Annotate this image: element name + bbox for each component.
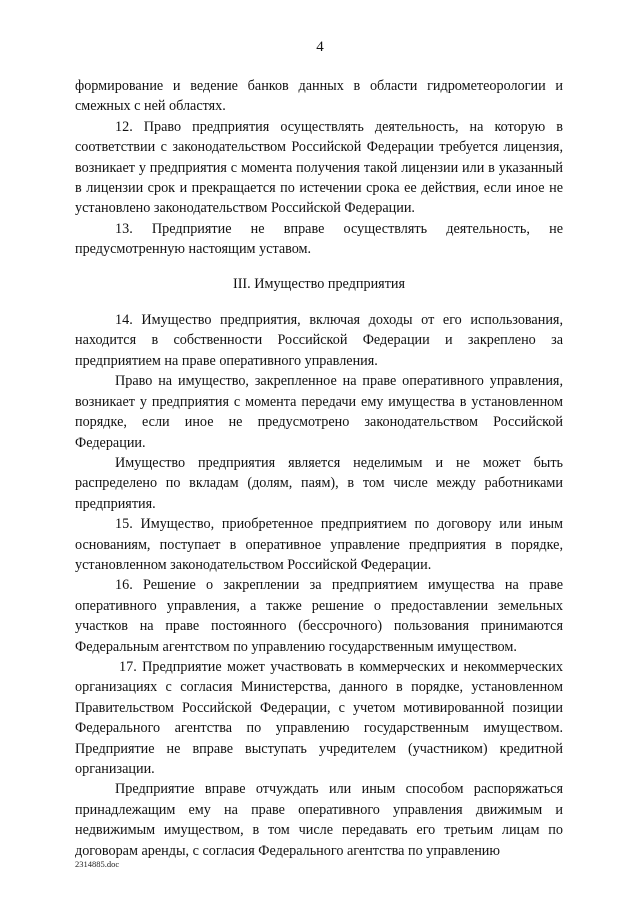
paragraph-16: 16. Решение о закреплении за предприятием имущества на праве оперативного управления, а также решение о предоставлении земельных участков на праве постоянного (бессрочного) пользования принимаются Федеральным агентством по управлению государственным имуществом. (75, 577, 563, 655)
paragraph-14-indivisible: Имущество предприятия является неделимым и не может быть распределено по вкладам (долям, паям), в том числе между работниками предприятия. (75, 454, 563, 512)
paragraph-14-right: Право на имущество, закрепленное на праве оперативного управления, возникает у предприятия с момента передачи ему имущества в установленном порядке, если иное не предусмотрено законодательством Российской Федерации. (75, 373, 563, 451)
paragraph-15: 15. Имущество, приобретенное предприятием по договору или иным основаниям, поступает в оперативное управление предприятия в порядке, установленном законодательством Российской Федерации. (75, 516, 563, 573)
paragraph-17: 17. Предприятие может участвовать в коммерческих и некоммерческих организациях с согласия Министерства, данного в порядке, установленном Правительством Российской Федерации, с учетом мотивированной позиции Федерального агентства по управлению государственным имуществом. Предприятие не вправе выступать учредителем (участником) кредитной организации. (75, 658, 563, 777)
paragraph-continuation: формирование и ведение банков данных в области гидрометеорологии и смежных с ней областях. (75, 78, 563, 115)
document-file-label: 2314885.doc (75, 859, 120, 869)
paragraph-12: 12. Право предприятия осуществлять деятельность, на которую в соответствии с законодательством Российской Федерации требуется лицензия, возникает у предприятия с момента получения такой лицензии или в указанный в лицензии срок и прекращается по истечении срока ее действия, если иное не установлено законодательством Российской Федерации. (75, 118, 563, 217)
page-number: 4 (316, 39, 324, 55)
document-body (75, 76, 563, 861)
section-heading: III. Имущество предприятия (232, 275, 406, 292)
paragraph-17-disposal: Предприятие вправе отчуждать или иным способом распоряжаться принадлежащим ему на праве оперативного управления движимым и недвижимым имуществом, в том числе передавать его третьим лицам по договорам аренды, с согласия Федерального агентства по управлению (75, 781, 563, 859)
paragraph-14: 14. Имущество предприятия, включая доходы от его использования, находится в собственности Российской Федерации и закреплено за предприятием на праве оперативного управления. (75, 312, 563, 369)
paragraph-13: 13. Предприятие не вправе осуществлять деятельность, не предусмотренную настоящим уставом. (75, 220, 563, 258)
